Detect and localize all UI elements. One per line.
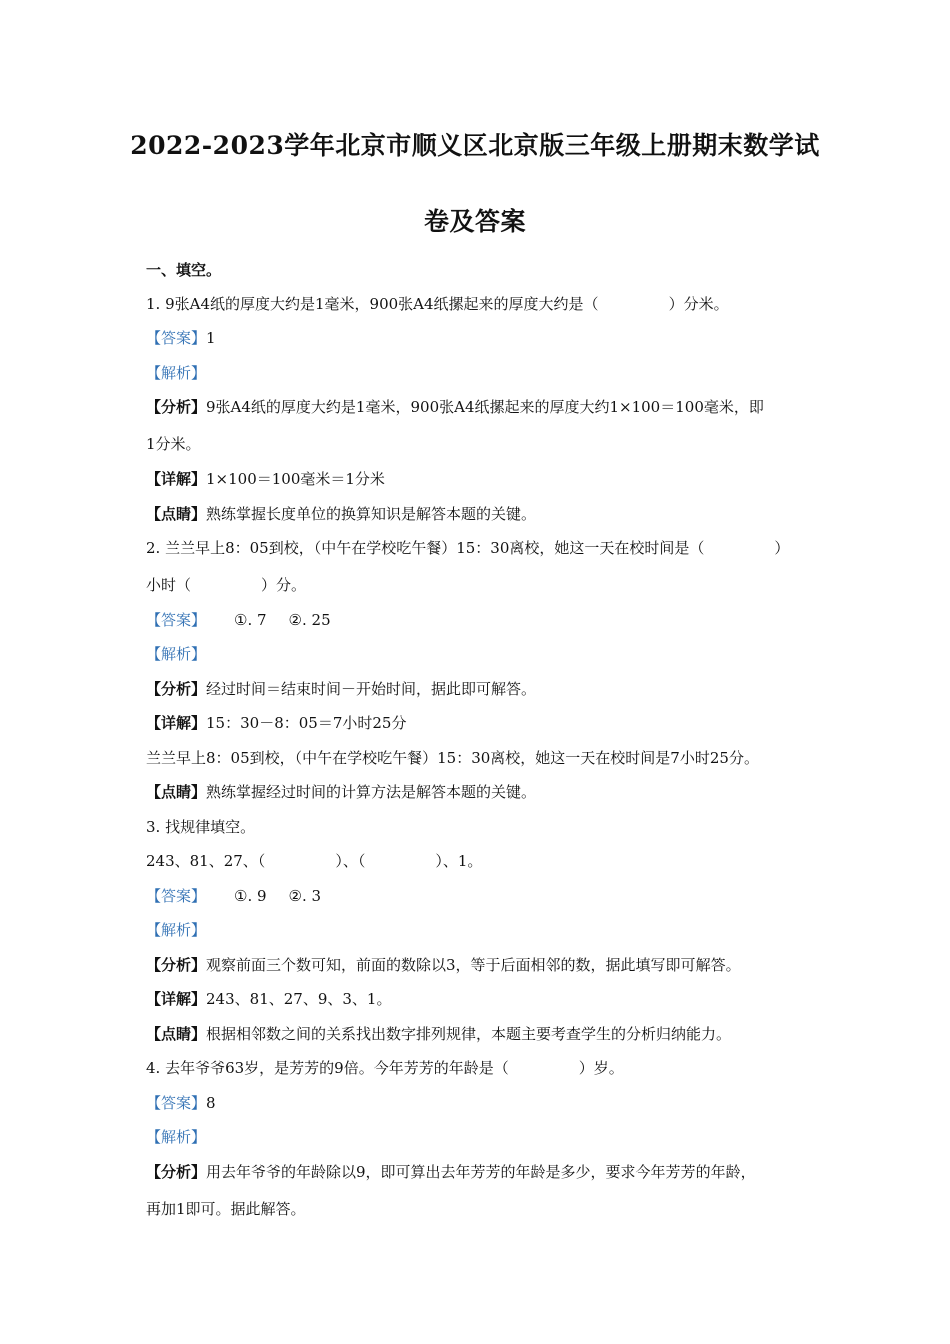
q3-dianjing-text: 根据相邻数之间的关系找出数字排列规律，本题主要考查学生的分析归纳能力。 <box>206 1025 732 1043</box>
fenxi-label: 【分析】 <box>146 680 207 698</box>
q2-question-cont-a: 小时（ <box>146 576 192 594</box>
q3-sequence-c: ）、1。 <box>435 852 483 870</box>
q1-question-tail: ）分米。 <box>668 295 729 313</box>
q4-question-text: 4. 去年爷爷63岁，是芳芳的9倍。今年芳芳的年龄是（ <box>146 1059 509 1077</box>
q2-jiexi-label: 【解析】 <box>146 645 207 663</box>
q2-xiangjie-text: 15：30－8：05＝7小时25分 <box>206 714 407 732</box>
q3-answer <box>146 885 321 907</box>
xiangjie-label: 【详解】 <box>146 990 207 1008</box>
q2-answer-2: ②. 25 <box>288 611 331 629</box>
answer-label: 【答案】 <box>146 887 207 905</box>
xiangjie-label: 【详解】 <box>146 714 207 732</box>
q2-question-cont-b: ）分。 <box>261 576 307 594</box>
q3-xiangjie <box>146 988 391 1010</box>
q1-xiangjie <box>146 468 385 490</box>
q4-fenxi <box>146 1161 756 1183</box>
q2-answer <box>146 609 331 631</box>
q1-dianjing-text: 熟练掌握长度单位的换算知识是解答本题的关键。 <box>206 505 537 523</box>
q3-xiangjie-text: 243、81、27、9、3、1。 <box>206 990 392 1008</box>
fenxi-label: 【分析】 <box>146 398 207 416</box>
q4-answer-value: 8 <box>206 1094 216 1112</box>
q2-question-text: 2. 兰兰早上8：05到校，（中午在学校吃午餐）15：30离校，她这一天在校时间是（ <box>146 539 705 557</box>
q1-dianjing <box>146 503 536 525</box>
q2-xiangjie-cont: 兰兰早上8：05到校，（中午在学校吃午餐）15：30离校，她这一天在校时间是7小时25分。 <box>146 749 759 767</box>
q3-answer-2: ②. 3 <box>288 887 322 905</box>
q1-answer-value: 1 <box>206 329 216 347</box>
doc-title-line2: 卷及答案 <box>423 207 526 236</box>
q4-answer <box>146 1092 216 1114</box>
q1-jiexi-label: 【解析】 <box>146 364 207 382</box>
q1-question <box>146 293 729 315</box>
q3-jiexi-label: 【解析】 <box>146 921 207 939</box>
dianjing-label: 【点睛】 <box>146 1025 207 1043</box>
q2-answer-1: ①. 7 <box>234 611 267 629</box>
xiangjie-label: 【详解】 <box>146 470 207 488</box>
q2-question <box>146 537 789 559</box>
q2-question-cont <box>146 574 306 596</box>
answer-label: 【答案】 <box>146 329 207 347</box>
q4-jiexi-label: 【解析】 <box>146 1128 207 1146</box>
q4-fenxi-cont: 再加1即可。据此解答。 <box>146 1200 306 1218</box>
q3-dianjing <box>146 1023 731 1045</box>
q1-xiangjie-text: 1×100＝100毫米＝1分米 <box>206 470 385 488</box>
q3-sequence <box>146 850 482 872</box>
fenxi-label: 【分析】 <box>146 1163 207 1181</box>
section-heading: 一、填空。 <box>146 261 222 279</box>
q4-fenxi-text: 用去年爷爷的年龄除以9，即可算出去年芳芳的年龄是多少，要求今年芳芳的年龄， <box>206 1163 756 1181</box>
q3-sequence-b: ）、（ <box>335 852 366 870</box>
q2-fenxi <box>146 678 536 700</box>
q3-question: 3. 找规律填空。 <box>146 818 256 836</box>
q2-question-tail: ） <box>774 539 790 557</box>
q3-fenxi-text: 观察前面三个数可知，前面的数除以3，等于后面相邻的数，据此填写即可解答。 <box>206 956 741 974</box>
dianjing-label: 【点睛】 <box>146 783 207 801</box>
q3-fenxi <box>146 954 741 976</box>
q3-answer-1: ①. 9 <box>234 887 267 905</box>
q2-xiangjie <box>146 712 406 734</box>
q4-question-tail: ）岁。 <box>578 1059 624 1077</box>
q1-fenxi-cont: 1分米。 <box>146 435 201 453</box>
q1-answer <box>146 327 216 349</box>
doc-title-line1: 2022-2023学年北京市顺义区北京版三年级上册期末数学试 <box>130 131 820 160</box>
q4-question <box>146 1057 624 1079</box>
dianjing-label: 【点睛】 <box>146 505 207 523</box>
q2-fenxi-text: 经过时间＝结束时间－开始时间，据此即可解答。 <box>206 680 537 698</box>
q1-question-text: 1. 9张A4纸的厚度大约是1毫米，900张A4纸摞起来的厚度大约是（ <box>146 295 599 313</box>
q3-sequence-a: 243、81、27、（ <box>146 852 266 870</box>
answer-label: 【答案】 <box>146 611 207 629</box>
fenxi-label: 【分析】 <box>146 956 207 974</box>
q2-dianjing <box>146 781 536 803</box>
answer-label: 【答案】 <box>146 1094 207 1112</box>
q2-dianjing-text: 熟练掌握经过时间的计算方法是解答本题的关键。 <box>206 783 537 801</box>
q1-fenxi-text: 9张A4纸的厚度大约是1毫米，900张A4纸摞起来的厚度大约1×100＝100毫米，即 <box>206 398 764 416</box>
q1-fenxi <box>146 396 764 418</box>
